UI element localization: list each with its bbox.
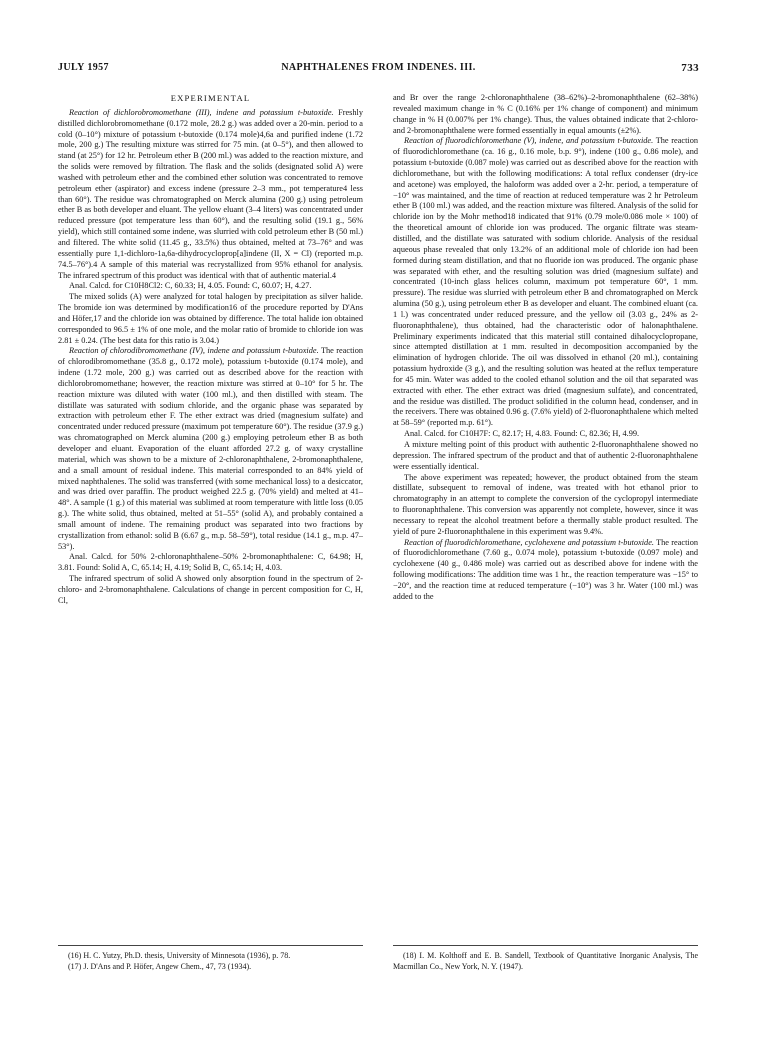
paragraph-chlorodibromomethane — [58, 346, 363, 552]
running-header — [58, 62, 699, 76]
paragraph-body: Freshly distilled dichlorobromomethane (0.172 mole, 28.2 g.) was added over a 20-min. period to a cold (0–10°) mixture of potassium t-butoxide (0.174 mole)4,6a and purified indene (1.72 mole, 200 g.) The resulting mixture was stirred for 75 min. (at 0–5°), and then allowed to stand (at 25°) for 12 hr. Petroleum ether B (200 ml.) was added to the reaction mixture, and the solids were removed by filtration. The flask and the solids (designated solid A) were washed with petroleum ether and the combined ether solution was concentrated to remove petroleum ether (aspirator) and excess indene (pressure 2–3 mm., pot temperature4 less than 60°). The residue was chromatographed on Merck alumina (200 g.) using petroleum ether B as both developer and eluant. The yellow eluant (3–4 liters) was concentrated under reduced pressure (pot temperature less than 60°), and the resulting solid (19.1 g., 56% yield), which still contained some indene, was slurried with cold petroleum ether B (50 ml.) and filtered. The white solid (11.45 g., 33.5%) thus obtained, melted at 73–76° and was essentially pure 1,1-dichloro-1a,6a-dihydrocycloprop[a]indene (II, X = Cl) (reported m.p. 74.5–76°).4 A sample of this material was recrystallized from 95% ethanol for analysis. The infrared spectrum of this product was identical with that of authentic material.4 — [58, 107, 363, 280]
footnote-rule — [393, 945, 698, 946]
page-number: 733 — [681, 62, 699, 74]
paragraph-dichlorobromomethane — [58, 108, 363, 282]
paragraph-infrared: The infrared spectrum of solid A showed only absorption found in the spectrum of 2-chloro- and 2-bromonaphthalene. Calculations of change in percent composition for C, H, Cl, — [58, 574, 363, 605]
paragraph-repeated: The above experiment was repeated; however, the product obtained from the steam distillate, subsequent to removal of indene, was treated with hot ethanol prior to chromatography in an attempt to complete the conversion of the cyclopropyl intermediate to fluoronaphthalene. This conversion was apparently not complete, however, since it was necessary to repeat the alcohol treatment before a thermally stable product resulted. The yield of pure 2-fluoronaphthalene in this experiment was 9.4%. — [393, 472, 698, 536]
paragraph-body: The reaction of chlorodibromomethane (35.8 g., 0.172 mole), potassium t-butoxide (0.174 mole), and indene (1.72 mole, 200 g.) was carried out as described above for the reaction with dichlorobromomethane; however, the reaction mixture was stirred at 0–10° for 5 hr. The reaction mixture was diluted with water (100 ml.), and then distilled with steam. The distillate was saturated with sodium chloride, and the organic phase was separated by extraction with petroleum ether F. The ether extract was dried (magnesium sulfate) and concentrated under reduced pressure (maximum pot temperature 60°). The residue (37.9 g.) was chromatographed on Merck alumina (200 g.) employing petroleum ether B as both developer and eluant. Evaporation of the eluant afforded 27.2 g. of waxy crystalline material, which was shown to be a mixture of 2-chloronaphthalene, 2-bromonaphthalene, and a small amount of residual indene. This material corresponded to an 84% yield of mixed naphthalenes. The solid was transferred (with some mechanical loss) to a desiccator, and was dried over paraffin. The product weighed 22.5 g. (70% yield) and melted at 41–48°. A sample (1 g.) of this material was sublimed at room temperature with little loss (0.05 g.). The white solid, thus obtained, melted at 51–55° (solid A), and probably contained a small amount of indene. The remaining product was separated into two fractions by crystallization from ethanol: solid B (6.67 g., m.p. 58–59°), total residue (14.1 g., m.p. 47–53°). — [58, 346, 363, 551]
paragraph-title: Reaction of fluorodichloromethane, cyclohexene and potassium t-butoxide. — [404, 537, 654, 547]
analysis-line: Anal. Calcd. for 50% 2-chloronaphthalene–50% 2-bromonaphthalene: C, 64.98; H, 3.81. Found: Solid A, C, 65.14; H, 4.19; Solid B, C, 65.14; H, 4.03. — [58, 552, 363, 573]
header-title: NAPHTHALENES FROM INDENES. III. — [281, 62, 476, 73]
paragraph-body: The reaction of fluorodichloromethane (ca. 16 g., 0.16 mole, b.p. 9°), indene (100 g., 0.86 mole), and potassium t-butoxide (0.087 mole) was carried out as described above for the reaction with dichloromethane, but with the following modifications: A total reflux condenser (dry-ice and acetone) was employed, the haloform was added over a 2-hr. period, a temperature of −10° was maintained, and the time of reaction at reduced temperature was 2 hr Petroleum ether B (100 ml.) was added, and the reaction mixture was filtered. Analysis of the solid for chloride ion by the Mohr method18 indicated that 91% (0.79 mole/0.086 mole × 100) of the theoretical amount of chloride ion was produced. The organic filtrate was steam-distilled, and the distillate was saturated with sodium chloride. Analysis of the residual aqueous phase revealed that only 13.2% of an additional mole of chloride ion had been formed during steam distillation, and that no fluoride ion was produced. The organic phase was separated with ether, and the resulting solution was dried (magnesium sulfate) and concentrated (10-inch glass helices column, maximum pot temperature 60°, 1 mm. pressure). The residue was slurried with petroleum ether B and chromatographed on Merck alumina (50 g.), using petroleum ether B as developer and eluant. The combined eluant (ca. 1 l.) was concentrated under reduced pressure, and the yellow oil (3.03 g., 24% as 2-fluoronaphthalene), thus obtained, had the characteristic odor of halonaphthalene. Preliminary experiments indicated that this material still contained dihalocyclopropane, since attempted distillation at 1 mm. resulted in decomposition accompanied by the elimination of hydrogen chloride. The oil was dissolved in ethanol (20 ml.), containing potassium hydroxide (3 g.), and the resulting solution was heated at the reflux temperature for 45 min. Water was added to the cooled ethanol solution and the oil that separated was extracted with ether. The ether extract was dried (magnesium sulfate), and concentrated, and the residue was distilled. The product solidified in the column head, condenser, and in the receivers. There was obtained 0.96 g. (7.6% yield) of 2-fluoronaphthalene which melted at 58–59° (reported m.p. 61°). — [393, 136, 698, 428]
paragraph-continued: and Br over the range 2-chloronaphthalene (38–62%)–2-bromonaphthalene (62–38%) revealed maximum change in % C (0.16% per 1% change of component) and minimum change in % H (0.007% per 1% change). Thus, the values obtained indicate that 2-chloro- and 2-bromonaphthalene were formed essentially in equal amounts (±2%). — [393, 93, 698, 135]
footnotes-left — [58, 951, 363, 972]
paragraph-cyclohexene — [393, 538, 698, 603]
analysis-line: Anal. Calcd. for C10H7F: C, 82.17; H, 4.83. Found: C, 82.36; H, 4.99. — [404, 429, 640, 439]
paragraph-title: Reaction of dichlorobromomethane (III), indene and potassium t-butoxide. — [69, 107, 334, 117]
paragraph-fluorodichloromethane — [393, 136, 698, 429]
section-heading: EXPERIMENTAL — [170, 93, 251, 103]
paragraph-title: Reaction of chlorodibromomethane (IV), indene and potassium t-butoxide. — [69, 346, 319, 356]
footnote-18: (18) I. M. Kolthoff and E. B. Sandell, Textbook of Quantitative Inorganic Analysis, The Macmillan Co., New York, N. Y. (1947). — [393, 951, 698, 971]
paragraph-mixture-mp: A mixture melting point of this product with authentic 2-fluoronaphthalene showed no depression. The infrared spectrum of the product and that of authentic 2-fluoronaphthalene were essentially identical. — [393, 440, 698, 471]
header-date: JULY 1957 — [58, 62, 109, 73]
analysis-line: Anal. Calcd. for C10H8Cl2: C, 60.33; H, 4.05. Found: C, 60.07; H, 4.27. — [69, 281, 312, 291]
paragraph-mixed-solids: The mixed solids (A) were analyzed for total halogen by precipitation as silver halide. The bromide ion was determined by modification16 of the procedure reported by D'Ans and Höfer,17 and the chloride ion was obtained by difference. The total halide ion obtained corresponded to 96.5 ± 1% of one mole, and the molar ratio of bromide to chloride ion was 2.81 ± 0.24. (The best data for this ratio is 3.04.) — [58, 292, 363, 345]
paragraph-body: The reaction of fluorodichloromethane (7.60 g., 0.074 mole), potassium t-butoxide (0.097 mole) and cyclohexene (40 g., 0.486 mole) was carried out as described above for indene with the following modifications: The addition time was 1 hr., the reaction temperature was −15° to −20°, and the reaction time at reduced temperature (−10°) was 3 hr. Water (100 ml.) was added to the — [393, 537, 698, 601]
footnote-rule — [58, 945, 363, 946]
footnotes-right — [393, 951, 698, 972]
left-column — [58, 93, 363, 933]
footnote-17: (17) J. D'Ans and P. Höfer, Angew Chem., 47, 73 (1934). — [68, 961, 252, 971]
paragraph-title: Reaction of fluorodichloromethane (V), indene, and potassium t-butoxide. — [404, 136, 654, 146]
footnote-16: (16) H. C. Yutzy, Ph.D. thesis, University of Minnesota (1936), p. 78. — [68, 951, 291, 960]
right-column — [393, 93, 698, 933]
